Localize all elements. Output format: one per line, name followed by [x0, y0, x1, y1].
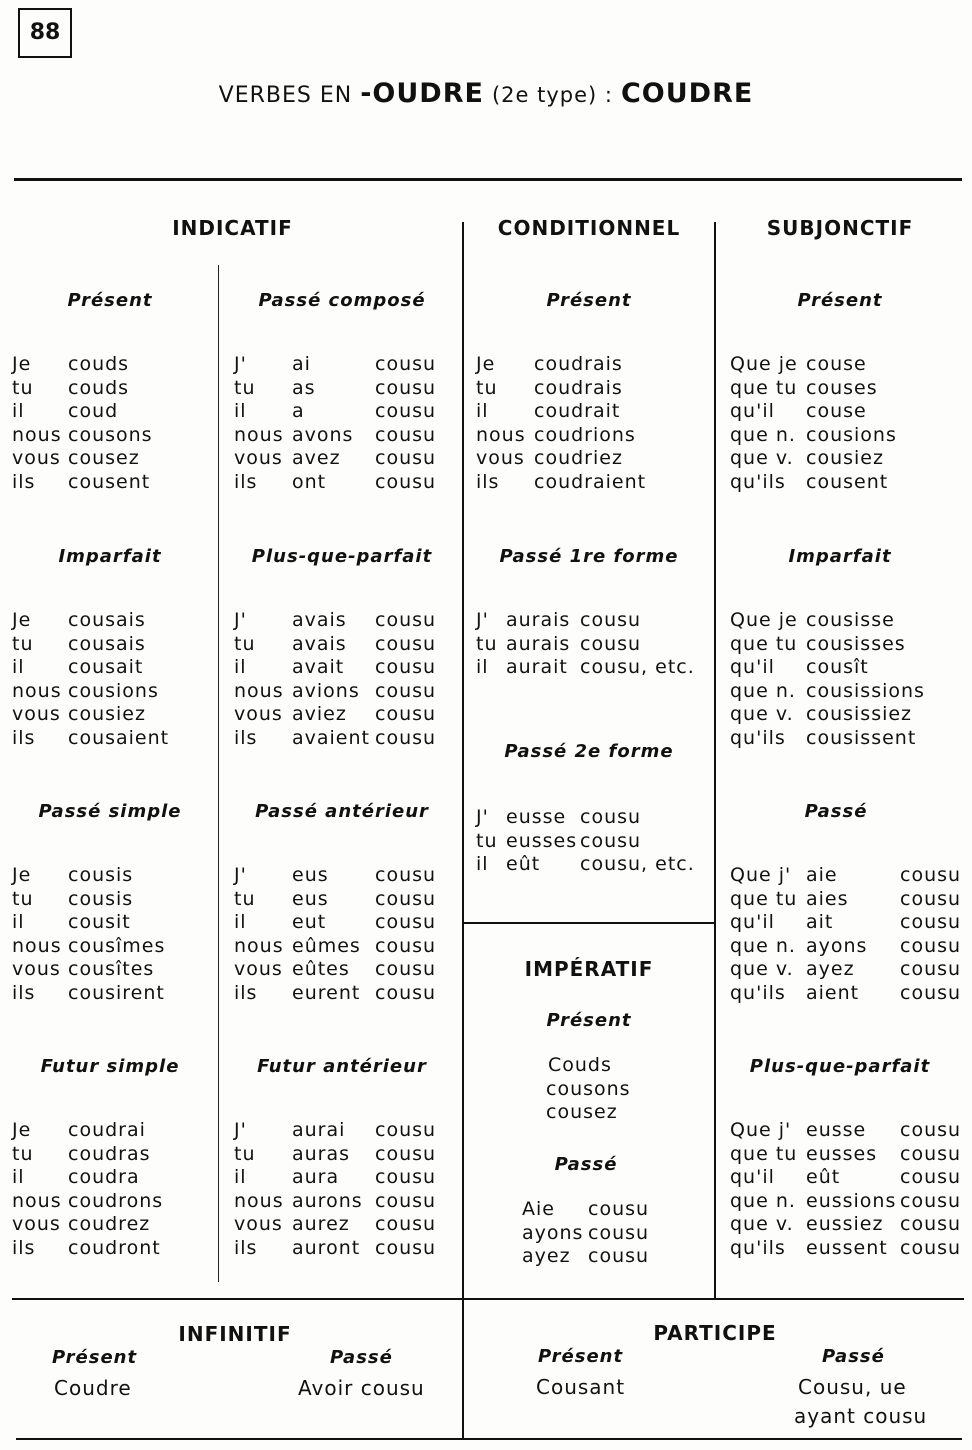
indicatif-imparfait-row-4-col-0: vous — [12, 703, 61, 725]
title-part2: -OUDRE — [360, 78, 484, 109]
subjonctif-present-row-1-col-0: que tu — [730, 376, 798, 399]
subjonctif-imparfait-row-4-col-0: que v. — [730, 703, 794, 725]
indicatif-passe-simple-row-2-col-1: cousit — [68, 911, 131, 933]
indicatif-passe-anterieur-row-5-col-0: ils — [234, 981, 258, 1004]
conditionnel-passe1-row-0-col-2: cousu — [580, 609, 642, 631]
conditionnel-present-row-1-col-0: tu — [476, 376, 498, 399]
indicatif-plus-que-parfait-row-0-col-0: J' — [234, 609, 247, 631]
indicatif-passe-compose-row-2-col-1: a — [292, 400, 305, 422]
indicatif-futur-anterieur-row-4-col-1: aurez — [292, 1213, 350, 1235]
subjonctif-imparfait-row-3-col-0: que n. — [730, 679, 796, 702]
subjonctif-present-row-4-col-0: que v. — [730, 447, 794, 469]
subjonctif-plus-que-parfait-row-0-col-2: cousu — [900, 1119, 962, 1141]
indicatif-passe-anterieur-row-5-col-2: cousu — [375, 981, 437, 1004]
indicatif-passe-compose-row-0-col-0: J' — [234, 353, 247, 375]
subjonctif-imparfait-row-5-col-1: cousissent — [806, 726, 917, 749]
conditionnel-passe2-row-2-col-1: eût — [506, 853, 541, 875]
indicatif-futur-anterieur-row-1-col-0: tu — [234, 1142, 256, 1165]
indicatif-passe-anterieur-row-1-col-2: cousu — [375, 887, 437, 910]
imperatif-top-rule — [462, 922, 716, 924]
indicatif-passe-simple-row-4-col-0: vous — [12, 958, 61, 980]
infinitif-passe-label: Passé — [330, 1347, 393, 1368]
subjonctif-plus-que-parfait-row-0-col-0: Que j' — [730, 1119, 792, 1141]
indicatif-plus-que-parfait-row-0-col-2: cousu — [375, 609, 437, 631]
indicatif-futur-simple-row-5-col-0: ils — [12, 1236, 36, 1259]
subjonctif-plus-que-parfait-row-2-col-1: eût — [806, 1166, 841, 1188]
participe-present: Cousant — [536, 1375, 626, 1399]
imperatif-present-row-2: cousez — [546, 1101, 618, 1123]
divider-conditionnel-subjonctif — [714, 222, 716, 1298]
page-title — [0, 78, 972, 109]
subjonctif-plus-que-parfait-row-3-col-2: cousu — [900, 1189, 962, 1212]
indicatif-imparfait-row-1-col-1: cousais — [68, 632, 146, 655]
subjonctif-plus-que-parfait-row-5-col-1: eussent — [806, 1236, 888, 1259]
indicatif-passe-simple-label: Passé simple — [38, 801, 182, 822]
imperatif-passe-row-2-col-0: ayez — [522, 1245, 571, 1267]
indicatif-passe-anterieur-row-3-col-1: eûmes — [292, 934, 361, 957]
indicatif-passe-compose-row-5-col-1: ont — [292, 470, 327, 493]
indicatif-passe-anterieur-row-3-col-2: cousu — [375, 934, 437, 957]
subjonctif-imparfait-row-3-col-1: cousissions — [806, 679, 925, 702]
indicatif-futur-simple-row-3-col-0: nous — [12, 1189, 62, 1212]
indicatif-passe-simple-row-2-col-0: il — [12, 911, 25, 933]
indicatif-passe-anterieur-row-2-col-2: cousu — [375, 911, 437, 933]
conditionnel-passe1-row-1-col-0: tu — [476, 632, 498, 655]
title-part4: COUDRE — [620, 78, 754, 109]
indicatif-passe-anterieur-row-4-col-0: vous — [234, 958, 283, 980]
subjonctif-passe-row-4-col-2: cousu — [900, 958, 962, 980]
indicatif-present-row-3-col-0: nous — [12, 423, 62, 446]
subjonctif-passe-row-3-col-2: cousu — [900, 934, 962, 957]
indicatif-plus-que-parfait-row-4-col-1: aviez — [292, 703, 347, 725]
subjonctif-passe-row-1-col-2: cousu — [900, 887, 962, 910]
indicatif-passe-anterieur-row-2-col-1: eut — [292, 911, 327, 933]
indicatif-plus-que-parfait-row-5-col-1: avaient — [292, 726, 370, 749]
subjonctif-passe-row-5-col-2: cousu — [900, 981, 962, 1004]
subjonctif-plus-que-parfait-row-5-col-0: qu'ils — [730, 1236, 786, 1259]
indicatif-imparfait-row-3-col-0: nous — [12, 679, 62, 702]
indicatif-present-row-2-col-1: coud — [68, 400, 119, 422]
conditionnel-present-row-3-col-0: nous — [476, 423, 526, 446]
indicatif-plus-que-parfait-row-1-col-2: cousu — [375, 632, 437, 655]
subjonctif-imparfait-row-0-col-1: cousisse — [806, 609, 895, 631]
conditionnel-passe1-row-0-col-1: aurais — [506, 609, 571, 631]
indicatif-passe-anterieur-row-0-col-2: cousu — [375, 864, 437, 886]
subjonctif-imparfait-row-4-col-1: cousissiez — [806, 703, 913, 725]
subjonctif-imparfait-row-2-col-1: cousît — [806, 656, 869, 678]
indicatif-futur-anterieur-row-5-col-0: ils — [234, 1236, 258, 1259]
indicatif-futur-simple-row-0-col-0: Je — [12, 1119, 32, 1141]
header-participe: PARTICIPE — [653, 1321, 777, 1345]
conditionnel-passe1-row-2-col-0: il — [476, 656, 489, 678]
imperatif-passe-row-2-col-1: cousu — [588, 1245, 650, 1267]
indicatif-plus-que-parfait-row-1-col-1: avais — [292, 632, 347, 655]
subjonctif-plus-que-parfait-row-1-col-2: cousu — [900, 1142, 962, 1165]
subjonctif-plus-que-parfait-row-1-col-1: eusses — [806, 1142, 878, 1165]
header-subjonctif: SUBJONCTIF — [766, 216, 914, 240]
indicatif-plus-que-parfait-row-5-col-2: cousu — [375, 726, 437, 749]
indicatif-futur-anterieur-row-4-col-2: cousu — [375, 1213, 437, 1235]
subjonctif-passe-label: Passé — [804, 801, 868, 822]
subjonctif-passe-row-2-col-0: qu'il — [730, 911, 775, 933]
indicatif-plus-que-parfait-row-3-col-0: nous — [234, 679, 284, 702]
subjonctif-passe-row-3-col-1: ayons — [806, 934, 868, 957]
subjonctif-present-row-0-col-0: Que je — [730, 353, 798, 375]
imperatif-passe-row-0-col-1: cousu — [588, 1198, 650, 1220]
conditionnel-passe2-row-0-col-1: eusse — [506, 806, 567, 828]
indicatif-passe-compose-row-1-col-1: as — [292, 376, 316, 399]
subjonctif-passe-row-1-col-0: que tu — [730, 887, 798, 910]
indicatif-imparfait-row-0-col-1: cousais — [68, 609, 146, 631]
conditionnel-present-row-0-col-0: Je — [476, 353, 496, 375]
indicatif-futur-anterieur-row-3-col-2: cousu — [375, 1189, 437, 1212]
indicatif-present-label: Présent — [67, 290, 153, 311]
conditionnel-present-row-5-col-1: coudraient — [534, 470, 647, 493]
participe-present-label: Présent — [538, 1346, 624, 1367]
subjonctif-present-row-5-col-1: cousent — [806, 470, 889, 493]
participe-passe-label: Passé — [822, 1346, 885, 1367]
header-infinitif: INFINITIF — [178, 1322, 292, 1346]
indicatif-futur-simple-row-1-col-0: tu — [12, 1142, 34, 1165]
subjonctif-plus-que-parfait-row-4-col-2: cousu — [900, 1213, 962, 1235]
indicatif-futur-simple-row-3-col-1: coudrons — [68, 1189, 164, 1212]
subjonctif-plus-que-parfait-row-4-col-0: que v. — [730, 1213, 794, 1235]
subjonctif-imparfait-label: Imparfait — [788, 546, 892, 567]
subjonctif-passe-row-5-col-0: qu'ils — [730, 981, 786, 1004]
infinitif-passe: Avoir cousu — [298, 1376, 425, 1400]
infinitif-present-label: Présent — [52, 1347, 138, 1368]
indicatif-plus-que-parfait-row-2-col-0: il — [234, 656, 247, 678]
indicatif-passe-simple-row-3-col-1: cousîmes — [68, 934, 166, 957]
indicatif-passe-anterieur-row-2-col-0: il — [234, 911, 247, 933]
header-indicatif: INDICATIF — [172, 216, 293, 240]
indicatif-plus-que-parfait-row-5-col-0: ils — [234, 726, 258, 749]
indicatif-imparfait-row-4-col-1: cousiez — [68, 703, 146, 725]
indicatif-passe-anterieur-row-1-col-1: eus — [292, 887, 329, 910]
indicatif-futur-anterieur-label: Futur antérieur — [257, 1056, 427, 1077]
indicatif-futur-simple-row-4-col-1: coudrez — [68, 1213, 151, 1235]
indicatif-passe-anterieur-row-0-col-0: J' — [234, 864, 247, 886]
subjonctif-present-label: Présent — [797, 290, 883, 311]
indicatif-futur-anterieur-row-4-col-0: vous — [234, 1213, 283, 1235]
divider-indicatif-inner — [218, 265, 219, 1282]
indicatif-passe-anterieur-label: Passé antérieur — [255, 801, 429, 822]
subjonctif-imparfait-row-5-col-0: qu'ils — [730, 726, 786, 749]
indicatif-imparfait-row-1-col-0: tu — [12, 632, 34, 655]
subjonctif-present-row-0-col-1: couse — [806, 353, 867, 375]
subjonctif-present-row-1-col-1: couses — [806, 376, 878, 399]
indicatif-passe-compose-label: Passé composé — [258, 290, 426, 311]
indicatif-passe-simple-row-1-col-1: cousis — [68, 887, 134, 910]
subjonctif-plus-que-parfait-row-5-col-2: cousu — [900, 1236, 962, 1259]
conditionnel-passe2-row-2-col-2: cousu, etc. — [580, 853, 695, 875]
indicatif-passe-anterieur-row-3-col-0: nous — [234, 934, 284, 957]
conditionnel-passe1-row-2-col-2: cousu, etc. — [580, 656, 695, 678]
indicatif-passe-compose-row-4-col-1: avez — [292, 447, 341, 469]
imperatif-passe-label: Passé — [554, 1154, 618, 1175]
indicatif-passe-compose-row-3-col-1: avons — [292, 423, 354, 446]
indicatif-futur-anterieur-row-2-col-1: aura — [292, 1166, 340, 1188]
subjonctif-present-row-2-col-1: couse — [806, 400, 867, 422]
indicatif-passe-compose-row-3-col-0: nous — [234, 423, 284, 446]
indicatif-passe-compose-row-1-col-2: cousu — [375, 376, 437, 399]
conditionnel-present-row-2-col-0: il — [476, 400, 489, 422]
page-bottom-rule — [16, 1438, 962, 1440]
indicatif-present-row-4-col-0: vous — [12, 447, 61, 469]
indicatif-futur-anterieur-row-5-col-2: cousu — [375, 1236, 437, 1259]
imperatif-present-row-0: Couds — [548, 1054, 612, 1076]
subjonctif-passe-row-4-col-0: que v. — [730, 958, 794, 980]
conditionnel-passe2-row-0-col-0: J' — [476, 806, 489, 828]
conditionnel-passe2-row-0-col-2: cousu — [580, 806, 642, 828]
indicatif-present-row-1-col-0: tu — [12, 376, 34, 399]
indicatif-futur-anterieur-row-1-col-1: auras — [292, 1142, 351, 1165]
indicatif-futur-anterieur-row-5-col-1: auront — [292, 1236, 361, 1259]
indicatif-passe-compose-row-2-col-2: cousu — [375, 400, 437, 422]
conditionnel-passe2-row-1-col-2: cousu — [580, 829, 642, 852]
indicatif-plus-que-parfait-row-2-col-2: cousu — [375, 656, 437, 678]
subjonctif-plus-que-parfait-row-3-col-0: que n. — [730, 1189, 796, 1212]
conditionnel-present-row-3-col-1: coudrions — [534, 423, 636, 446]
title-part3: (2e type) : — [491, 83, 613, 107]
subjonctif-passe-row-1-col-1: aies — [806, 887, 849, 910]
indicatif-futur-simple-row-0-col-1: coudrai — [68, 1119, 146, 1141]
indicatif-passe-anterieur-row-4-col-1: eûtes — [292, 958, 350, 980]
indicatif-plus-que-parfait-row-1-col-0: tu — [234, 632, 256, 655]
subjonctif-passe-row-2-col-1: ait — [806, 911, 834, 933]
bottom-section-rule — [12, 1298, 964, 1300]
indicatif-plus-que-parfait-row-3-col-1: avions — [292, 679, 360, 702]
indicatif-passe-simple-row-5-col-1: cousirent — [68, 981, 165, 1004]
conditionnel-present-row-4-col-1: coudriez — [534, 447, 623, 469]
conditionnel-passe1-row-1-col-2: cousu — [580, 632, 642, 655]
imperatif-passe-row-0-col-0: Aie — [522, 1198, 555, 1220]
page-number: 88 — [18, 8, 72, 58]
indicatif-passe-compose-row-0-col-1: ai — [292, 353, 311, 375]
subjonctif-present-row-3-col-1: cousions — [806, 423, 897, 446]
participe-passe: Cousu, ue — [798, 1375, 907, 1399]
conditionnel-present-row-4-col-0: vous — [476, 447, 525, 469]
subjonctif-passe-row-2-col-2: cousu — [900, 911, 962, 933]
indicatif-passe-compose-row-0-col-2: cousu — [375, 353, 437, 375]
indicatif-futur-anterieur-row-0-col-0: J' — [234, 1119, 247, 1141]
indicatif-present-row-3-col-1: cousons — [68, 423, 153, 446]
indicatif-present-row-2-col-0: il — [12, 400, 25, 422]
conditionnel-passe2-label: Passé 2e forme — [504, 741, 674, 762]
indicatif-present-row-4-col-1: cousez — [68, 447, 140, 469]
subjonctif-plus-que-parfait-row-2-col-0: qu'il — [730, 1166, 775, 1188]
subjonctif-imparfait-row-1-col-0: que tu — [730, 632, 798, 655]
indicatif-passe-compose-row-5-col-2: cousu — [375, 470, 437, 493]
subjonctif-passe-row-3-col-0: que n. — [730, 934, 796, 957]
imperatif-present-row-1: cousons — [546, 1077, 631, 1100]
subjonctif-present-row-3-col-0: que n. — [730, 423, 796, 446]
indicatif-futur-simple-row-1-col-1: coudras — [68, 1142, 151, 1165]
subjonctif-plus-que-parfait-row-0-col-1: eusse — [806, 1119, 867, 1141]
indicatif-passe-anterieur-row-0-col-1: eus — [292, 864, 329, 886]
divider-indicatif-conditionnel — [462, 222, 464, 1438]
indicatif-futur-simple-row-5-col-1: coudront — [68, 1236, 161, 1259]
indicatif-present-row-0-col-0: Je — [12, 353, 32, 375]
indicatif-futur-simple-row-2-col-0: il — [12, 1166, 25, 1188]
subjonctif-imparfait-row-2-col-0: qu'il — [730, 656, 775, 678]
indicatif-passe-compose-row-2-col-0: il — [234, 400, 247, 422]
indicatif-passe-simple-row-3-col-0: nous — [12, 934, 62, 957]
indicatif-passe-compose-row-5-col-0: ils — [234, 470, 258, 493]
subjonctif-plus-que-parfait-row-4-col-1: eussiez — [806, 1213, 884, 1235]
indicatif-futur-anterieur-row-3-col-0: nous — [234, 1189, 284, 1212]
subjonctif-plus-que-parfait-row-3-col-1: eussions — [806, 1189, 897, 1212]
participe-passe-2: ayant cousu — [794, 1404, 928, 1428]
indicatif-passe-simple-row-0-col-1: cousis — [68, 864, 134, 886]
indicatif-futur-anterieur-row-1-col-2: cousu — [375, 1142, 437, 1165]
indicatif-futur-simple-row-4-col-0: vous — [12, 1213, 61, 1235]
indicatif-futur-simple-label: Futur simple — [40, 1056, 180, 1077]
conditionnel-passe2-row-2-col-0: il — [476, 853, 489, 875]
indicatif-futur-anterieur-row-0-col-2: cousu — [375, 1119, 437, 1141]
imperatif-passe-row-1-col-1: cousu — [588, 1221, 650, 1244]
indicatif-futur-anterieur-row-3-col-1: aurons — [292, 1189, 363, 1212]
subjonctif-imparfait-row-0-col-0: Que je — [730, 609, 798, 631]
conditionnel-present-row-5-col-0: ils — [476, 470, 500, 493]
conditionnel-passe1-label: Passé 1re forme — [499, 546, 679, 567]
imperatif-passe-row-1-col-0: ayons — [522, 1221, 584, 1244]
header-imperatif: IMPÉRATIF — [524, 957, 654, 981]
imperatif-present-label: Présent — [546, 1010, 632, 1031]
indicatif-present-row-5-col-1: cousent — [68, 470, 151, 493]
indicatif-imparfait-label: Imparfait — [58, 546, 162, 567]
indicatif-passe-anterieur-row-4-col-2: cousu — [375, 958, 437, 980]
indicatif-plus-que-parfait-row-4-col-0: vous — [234, 703, 283, 725]
indicatif-imparfait-row-2-col-1: cousait — [68, 656, 144, 678]
conditionnel-present-row-1-col-1: coudrais — [534, 376, 623, 399]
indicatif-futur-anterieur-row-2-col-0: il — [234, 1166, 247, 1188]
conditionnel-passe2-row-1-col-0: tu — [476, 829, 498, 852]
subjonctif-passe-row-0-col-1: aie — [806, 864, 838, 886]
subjonctif-present-row-4-col-1: cousiez — [806, 447, 884, 469]
indicatif-plus-que-parfait-label: Plus-que-parfait — [251, 546, 433, 567]
subjonctif-present-row-2-col-0: qu'il — [730, 400, 775, 422]
subjonctif-plus-que-parfait-label: Plus-que-parfait — [749, 1056, 931, 1077]
indicatif-present-row-0-col-1: couds — [68, 353, 130, 375]
subjonctif-passe-row-5-col-1: aient — [806, 981, 860, 1004]
conditionnel-passe1-row-1-col-1: aurais — [506, 632, 571, 655]
indicatif-futur-simple-row-2-col-1: coudra — [68, 1166, 140, 1188]
subjonctif-passe-row-4-col-1: ayez — [806, 958, 855, 980]
conditionnel-present-label: Présent — [546, 290, 632, 311]
indicatif-passe-simple-row-0-col-0: Je — [12, 864, 32, 886]
indicatif-passe-simple-row-4-col-1: cousîtes — [68, 958, 155, 980]
conditionnel-present-row-0-col-1: coudrais — [534, 353, 623, 375]
indicatif-present-row-5-col-0: ils — [12, 470, 36, 493]
title-part1: VERBES EN — [218, 83, 353, 108]
indicatif-futur-anterieur-row-2-col-2: cousu — [375, 1166, 437, 1188]
indicatif-imparfait-row-5-col-0: ils — [12, 726, 36, 749]
subjonctif-imparfait-row-1-col-1: cousisses — [806, 632, 906, 655]
subjonctif-present-row-5-col-0: qu'ils — [730, 470, 786, 493]
conditionnel-present-row-2-col-1: coudrait — [534, 400, 621, 422]
subjonctif-passe-row-0-col-0: Que j' — [730, 864, 792, 886]
indicatif-plus-que-parfait-row-0-col-1: avais — [292, 609, 347, 631]
indicatif-passe-compose-row-4-col-2: cousu — [375, 447, 437, 469]
indicatif-passe-compose-row-1-col-0: tu — [234, 376, 256, 399]
indicatif-futur-anterieur-row-0-col-1: aurai — [292, 1119, 346, 1141]
infinitif-present: Coudre — [54, 1376, 132, 1400]
indicatif-present-row-1-col-1: couds — [68, 376, 130, 399]
indicatif-imparfait-row-3-col-1: cousions — [68, 679, 159, 702]
indicatif-passe-compose-row-4-col-0: vous — [234, 447, 283, 469]
indicatif-imparfait-row-0-col-0: Je — [12, 609, 32, 631]
subjonctif-passe-row-0-col-2: cousu — [900, 864, 962, 886]
conditionnel-passe2-row-1-col-1: eusses — [506, 829, 578, 852]
header-conditionnel: CONDITIONNEL — [497, 216, 681, 240]
conditionnel-passe1-row-2-col-1: aurait — [506, 656, 568, 678]
indicatif-imparfait-row-5-col-1: cousaient — [68, 726, 170, 749]
indicatif-passe-compose-row-3-col-2: cousu — [375, 423, 437, 446]
indicatif-passe-anterieur-row-5-col-1: eurent — [292, 981, 361, 1004]
top-rule — [14, 178, 962, 181]
indicatif-passe-simple-row-5-col-0: ils — [12, 981, 36, 1004]
indicatif-passe-simple-row-1-col-0: tu — [12, 887, 34, 910]
conditionnel-passe1-row-0-col-0: J' — [476, 609, 489, 631]
subjonctif-plus-que-parfait-row-1-col-0: que tu — [730, 1142, 798, 1165]
indicatif-plus-que-parfait-row-2-col-1: avait — [292, 656, 345, 678]
indicatif-imparfait-row-2-col-0: il — [12, 656, 25, 678]
subjonctif-plus-que-parfait-row-2-col-2: cousu — [900, 1166, 962, 1188]
indicatif-plus-que-parfait-row-4-col-2: cousu — [375, 703, 437, 725]
indicatif-plus-que-parfait-row-3-col-2: cousu — [375, 679, 437, 702]
indicatif-passe-anterieur-row-1-col-0: tu — [234, 887, 256, 910]
